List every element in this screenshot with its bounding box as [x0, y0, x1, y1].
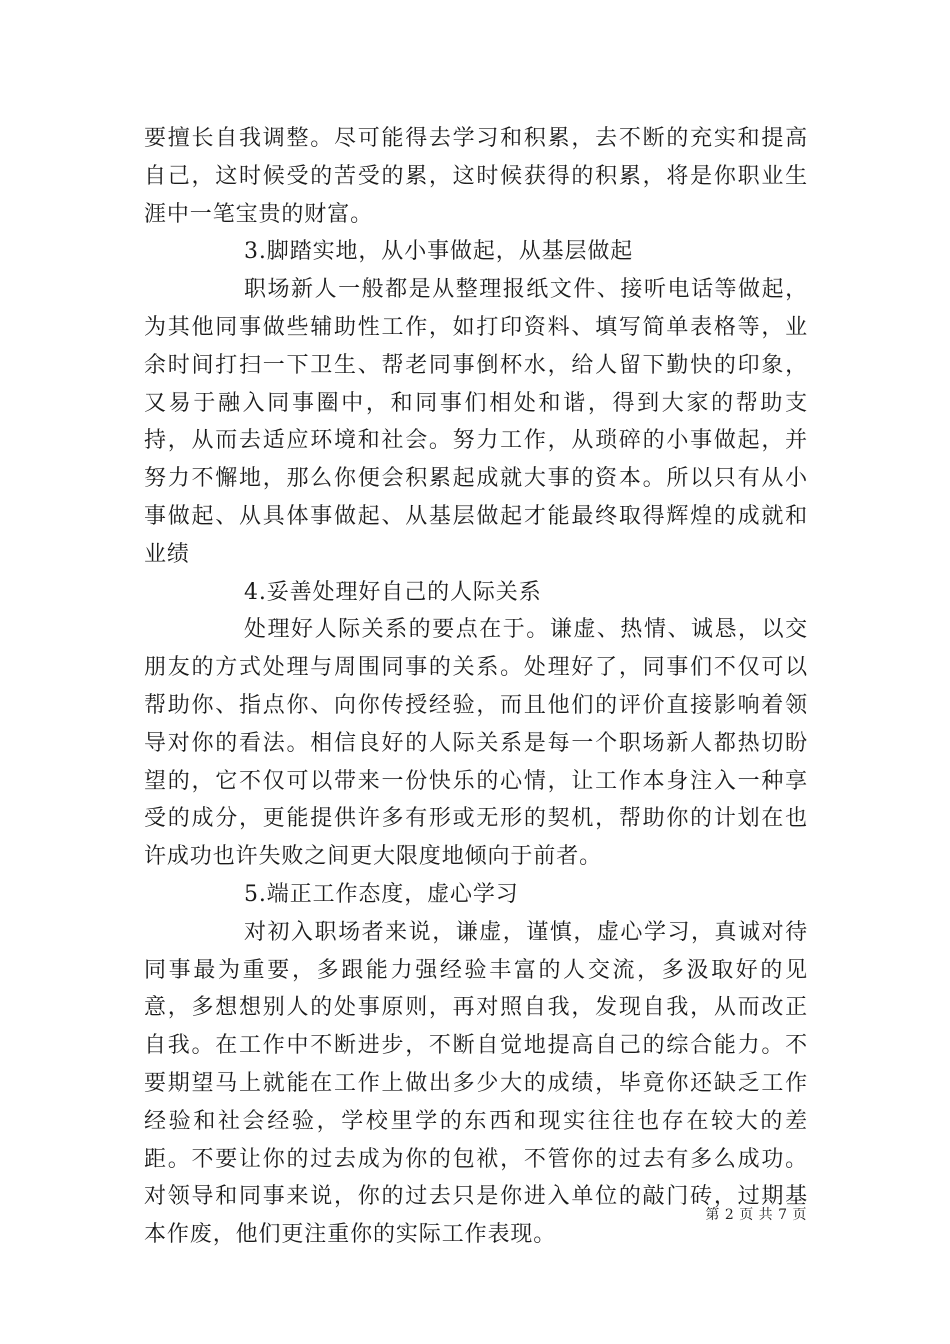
section-body-4: 处理好人际关系的要点在于。谦虚、热情、诚恳，以交朋友的方式处理与周围同事的关系。处理好了，同事们不仅可以帮助你、指点你、向你传授经验，而且他们的评价直接影响着领导对你的看法。相信良好的人际关系是每一个职场新人都热切盼望的，它不仅可以带来一份快乐的心情，让工作本身注入一种享受的成分，更能提供许多有形或无形的契机，帮助你的计划在也许成功也许失败之间更大限度地倾向于前者。: [144, 617, 808, 870]
section-body-3: 职场新人一般都是从整理报纸文件、接听电话等做起，为其他同事做些辅助性工作，如打印资料、填写简单表格等，业余时间打扫一下卫生、帮老同事倒杯水，给人留下勤快的印象，又易于融入同事圈中，和同事们相处和谐，得到大家的帮助支持，从而去适应环境和社会。努力工作，从琐碎的小事做起，并努力不懈地，那么你便会积累起成就大事的资本。所以只有从小事做起、从具体事做起、从基层做起才能最终取得辉煌的成就和业绩: [144, 277, 808, 567]
section-heading-3: 3.脚踏实地，从小事做起，从基层做起: [244, 239, 634, 265]
paragraph-continuation: 要擅长自我调整。尽可能得去学习和积累，去不断的充实和提高自己，这时候受的苦受的累，这时候获得的积累，将是你职业生涯中一笔宝贵的财富。: [144, 126, 808, 227]
section-heading-4: 4.妥善处理好自己的人际关系: [244, 579, 542, 605]
section-heading-5: 5.端正工作态度，虚心学习: [244, 881, 519, 907]
page-number-footer: 第 2 页 共 7 页: [705, 1207, 807, 1223]
document-body: [144, 120, 808, 1254]
section-body-5: 对初入职场者来说，谦虚，谨慎，虚心学习，真诚对待同事最为重要，多跟能力强经验丰富的人交流，多汲取好的见意，多想想别人的处事原则，再对照自我，发现自我，从而改正自我。在工作中不断进步，不断自觉地提高自己的综合能力。不要期望马上就能在工作上做出多少大的成绩，毕竟你还缺乏工作经验和社会经验，学校里学的东西和现实往往也存在较大的差距。不要让你的过去成为你的包袱，不管你的过去有多么成功。对领导和同事来说，你的过去只是你进入单位的敲门砖，过期基本作废，他们更注重你的实际工作表现。: [144, 919, 808, 1248]
